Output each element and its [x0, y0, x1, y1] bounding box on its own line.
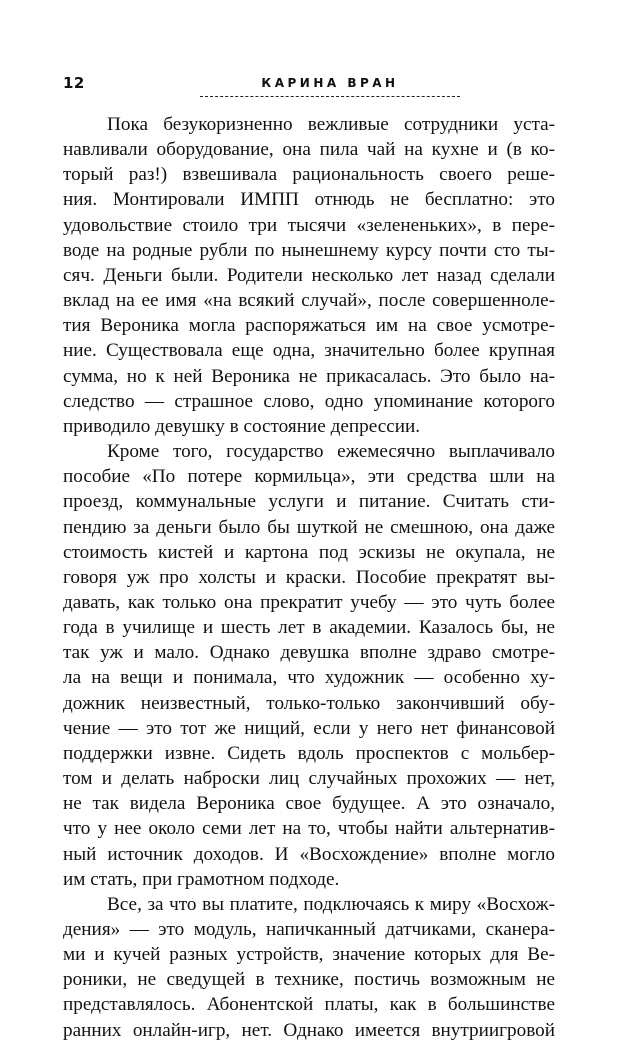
text-line: том и делать наброски лиц случайных прохожих — нет, — [63, 768, 555, 790]
text-line: ранних онлайн-игр, нет. Однако имеется внутриигровой — [63, 1019, 555, 1041]
text-line: тия Вероника могла распоряжаться им на свое усмотре- — [63, 315, 555, 337]
text-line: сяч. Деньги были. Родители несколько лет назад сделали — [63, 264, 555, 286]
running-title: КАРИНА ВРАН — [261, 76, 399, 90]
header-dashed-rule — [200, 96, 460, 97]
text-line: говоря уж про холсты и краски. Пособие прекратят вы- — [63, 566, 555, 588]
text-line: торый раз!) взвешивала рациональность своего реше- — [63, 164, 555, 186]
text-line: представлялось. Абонентской платы, как в большинстве — [63, 994, 555, 1016]
text-line: Пока безукоризненно вежливые сотрудники уста- — [107, 114, 555, 135]
text-line: им стать, при грамотном подходе. — [63, 868, 340, 890]
text-line: чение — это тот же нищий, если у него нет финансовой — [63, 717, 555, 739]
text-line: ми и кучей разных устройств, значение которых для Ве- — [63, 944, 555, 966]
text-line: стоимость кистей и картона под эскизы не окупала, не — [63, 541, 555, 563]
body-text — [63, 112, 555, 1043]
text-line: дения» — это модуль, напичканный датчиками, сканера- — [63, 919, 555, 940]
text-line: пособие «По потере кормильца», эти средства шли на — [63, 466, 555, 488]
text-line: что у нее около семи лет на то, чтобы найти альтернатив- — [63, 818, 555, 840]
text-line: роники, не сведущей в технике, постичь возможным не — [63, 969, 555, 991]
text-line: воде на родные рубли по нынешнему курсу почти сто ты- — [63, 239, 555, 261]
text-line: ла на вещи и понимала, что художник — особенно ху- — [63, 667, 555, 689]
running-header — [0, 74, 619, 108]
text-line: Кроме того, государство ежемесячно выплачивало — [107, 441, 555, 463]
text-line: ние. Существовала еще одна, значительно более крупная — [63, 340, 555, 362]
text-line: навливали оборудование, она пила чай на кухне и (в ко- — [63, 139, 555, 161]
text-line: Все, за что вы платите, подключаясь к миру «Восхож- — [107, 893, 555, 915]
text-line: вклад на ее имя «на всякий случай», после совершенноле- — [63, 290, 555, 312]
text-line: дожник неизвестный, только-только закончивший обу- — [63, 692, 555, 714]
text-line: ния. Монтировали ИМПП отнюдь не бесплатно: это — [63, 189, 555, 211]
text-line: следство — страшное слово, одно упоминание которого — [63, 390, 555, 412]
text-line: давать, как только она прекратит учебу — это чуть более — [63, 591, 555, 613]
text-line: удовольствие стоило три тысячи «зелененьких», в пере- — [63, 214, 555, 236]
page-number: 12 — [63, 74, 85, 92]
text-line: проезд, коммунальные услуги и питание. Считать сти- — [63, 491, 555, 513]
text-line: пендию за деньги было бы шуткой не смешною, она даже — [63, 516, 555, 538]
text-line: года в училище и шесть лет в академии. Казалось бы, не — [63, 617, 555, 639]
text-line: ный источник доходов. И «Восхождение» вполне могло — [63, 843, 555, 865]
text-line: сумма, но к ней Вероника не прикасалась. Это было на- — [63, 365, 555, 387]
text-line: так уж и мало. Однако девушка вполне здраво смотре- — [63, 642, 555, 664]
text-line: поддержки извне. Сидеть вдоль проспектов с мольбер- — [63, 742, 555, 764]
text-line: не так видела Вероника свое будущее. А это означало, — [63, 793, 555, 815]
text-line: приводило девушку в состояние депрессии. — [63, 415, 421, 437]
